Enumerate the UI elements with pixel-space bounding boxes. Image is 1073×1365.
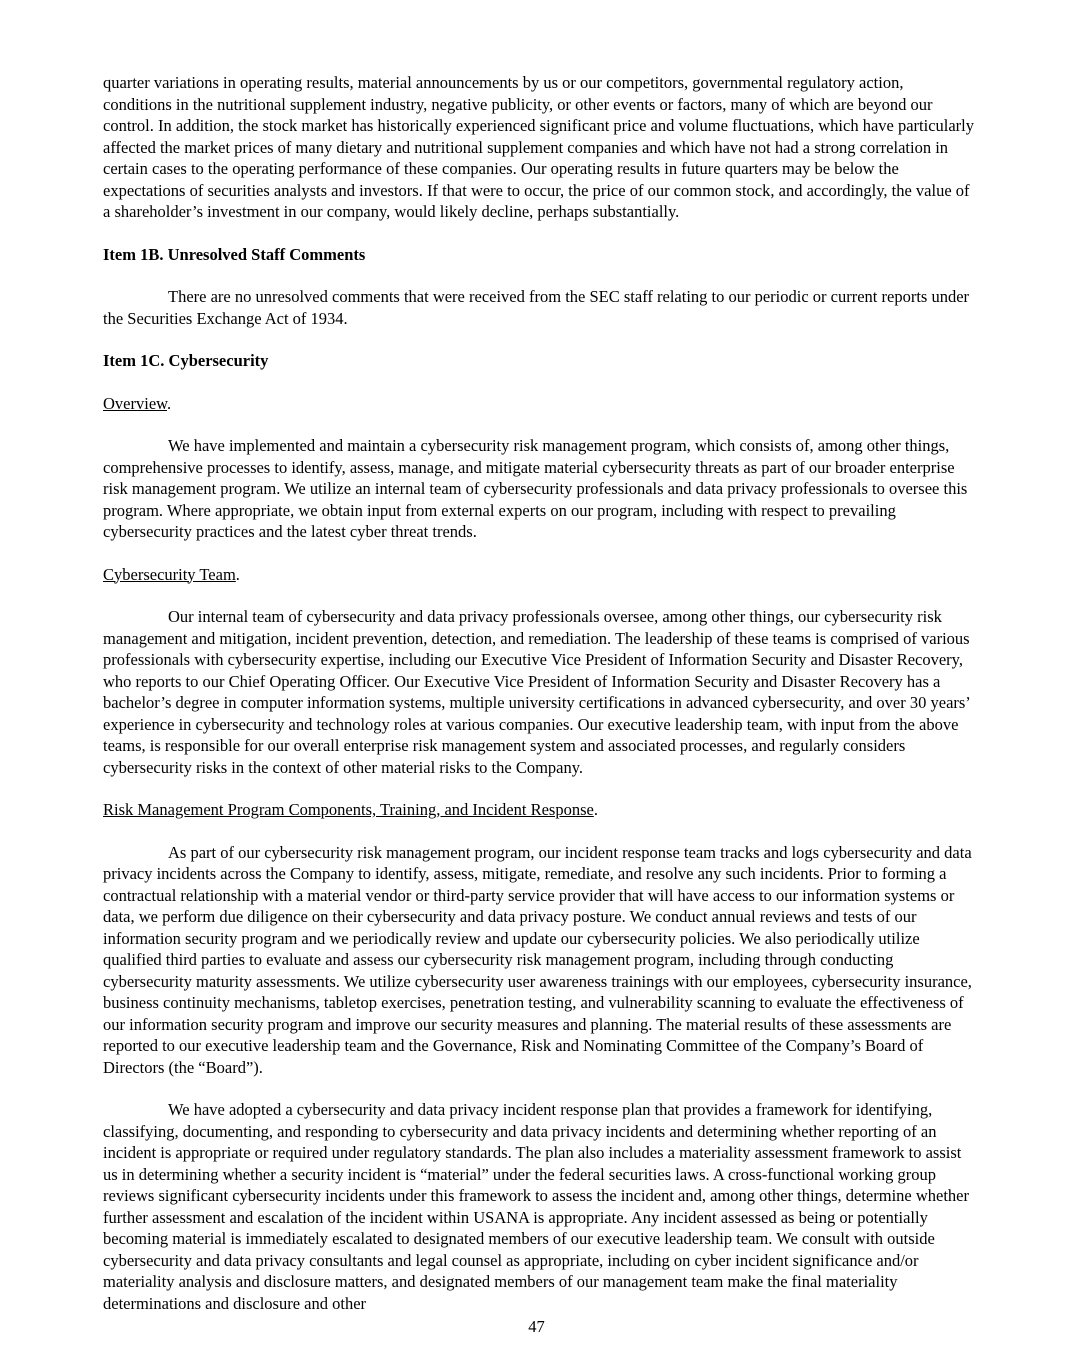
cybersecurity-team-heading	[103, 564, 975, 586]
overview-heading-period: .	[167, 393, 172, 413]
risk-management-heading-period: .	[593, 800, 598, 819]
cybersecurity-team-heading-text: Cybersecurity Team	[103, 564, 236, 584]
item-1b-paragraph: There are no unresolved comments that were received from the SEC staff relating to our periodic or current reports under the Securities Exchange Act of 1934.	[103, 287, 970, 328]
risk-management-paragraph-2: We have adopted a cybersecurity and data privacy incident response plan that provides a framework for identifying, classifying, documenting, and responding to cybersecurity and data privacy incidents and determining whether reporting of an incident is appropriate or required under regulatory standards. The plan also includes a materiality assessment framework to assist us in determining whether a security incident is “material” under the federal securities laws. A cross-functional working group reviews significant cybersecurity incidents under this framework to assess the incident and, among other things, determine whether further assessment and escalation of the incident within USANA is appropriate. Any incident assessed as being or potentially becoming material is immediately escalated to designated members of our executive leadership team. We consult with outside cybersecurity and data privacy consultants and legal counsel as appropriate, including on cyber incident significance and/or materiality analysis and disclosure matters, and designated members of our management team make the final materiality determinations and disclosure and other	[103, 1100, 970, 1313]
cybersecurity-team-paragraph: Our internal team of cybersecurity and data privacy professionals oversee, among other things, our cybersecurity risk management and mitigation, incident prevention, detection, and remediation. The leadership of these teams is comprised of various professionals with cybersecurity expertise, including our Executive Vice President of Information Security and Disaster Recovery, who reports to our Chief Operating Officer. Our Executive Vice President of Information Security and Disaster Recovery has a bachelor’s degree in computer information systems, multiple university certifications in advanced cybersecurity, and over 30 years’ experience in cybersecurity and technology roles at various companies. Our executive leadership team, with input from the above teams, is responsible for our overall enterprise risk management system and associated processes, and regularly considers cybersecurity risks in the context of other material risks to the Company.	[103, 607, 970, 777]
risk-management-paragraph-1: As part of our cybersecurity risk management program, our incident response team tracks and logs cybersecurity and data privacy incidents across the Company to identify, assess, mitigate, remediate, and resolve any such incidents. Prior to forming a contractual relationship with a material vendor or third-party service provider that will have access to our information systems or data, we perform due diligence on their cybersecurity and data privacy posture. We conduct annual reviews and tests of our information security program and we periodically review and update our cybersecurity policies. We also periodically utilize qualified third parties to evaluate and assess our cybersecurity risk management program, including through conducting cybersecurity maturity assessments. We utilize cybersecurity user awareness trainings with our employees, cybersecurity insurance, business continuity mechanisms, tabletop exercises, penetration testing, and vulnerability scanning to evaluate the effectiveness of our information security program and improve our security measures and planning. The material results of these assessments are reported to our executive leadership team and the Governance, Risk and Nominating Committee of the Company’s Board of Directors (the “Board”).	[103, 842, 972, 1077]
risk-management-heading	[103, 799, 975, 821]
item-1b-heading: Item 1B. Unresolved Staff Comments	[103, 244, 366, 264]
overview-heading	[103, 393, 975, 415]
item-1c-heading: Item 1C. Cybersecurity	[103, 351, 269, 370]
intro-paragraph: quarter variations in operating results, material announcements by us or our competitors, governmental regulatory action, conditions in the nutritional supplement industry, negative publicity, or other events or factors, many of which are beyond our control. In addition, the stock market has historically experienced significant price and volume fluctuations, which have particularly affected the market prices of many dietary and nutritional supplement companies and which have not had a strong correlation in certain cases to the operating performance of these companies. Our operating results in future quarters may be below the expectations of securities analysts and investors. If that were to occur, the price of our common stock, and accordingly, the value of a shareholder’s investment in our company, would likely decline, perhaps substantially.	[103, 73, 975, 221]
overview-heading-text: Overview	[103, 393, 167, 413]
overview-paragraph: We have implemented and maintain a cybersecurity risk management program, which consists of, among other things, comprehensive processes to identify, assess, manage, and mitigate material cybersecurity threats as part of our broader enterprise risk management program. We utilize an internal team of cybersecurity professionals and data privacy professionals to oversee this program. Where appropriate, we obtain input from external experts on our program, including with respect to prevailing cybersecurity practices and the latest cyber threat trends.	[103, 436, 968, 541]
page-number: 47	[528, 1316, 545, 1336]
risk-management-heading-text: Risk Management Program Components, Training, and Incident Response	[103, 800, 594, 819]
cybersecurity-team-heading-period: .	[235, 564, 240, 584]
